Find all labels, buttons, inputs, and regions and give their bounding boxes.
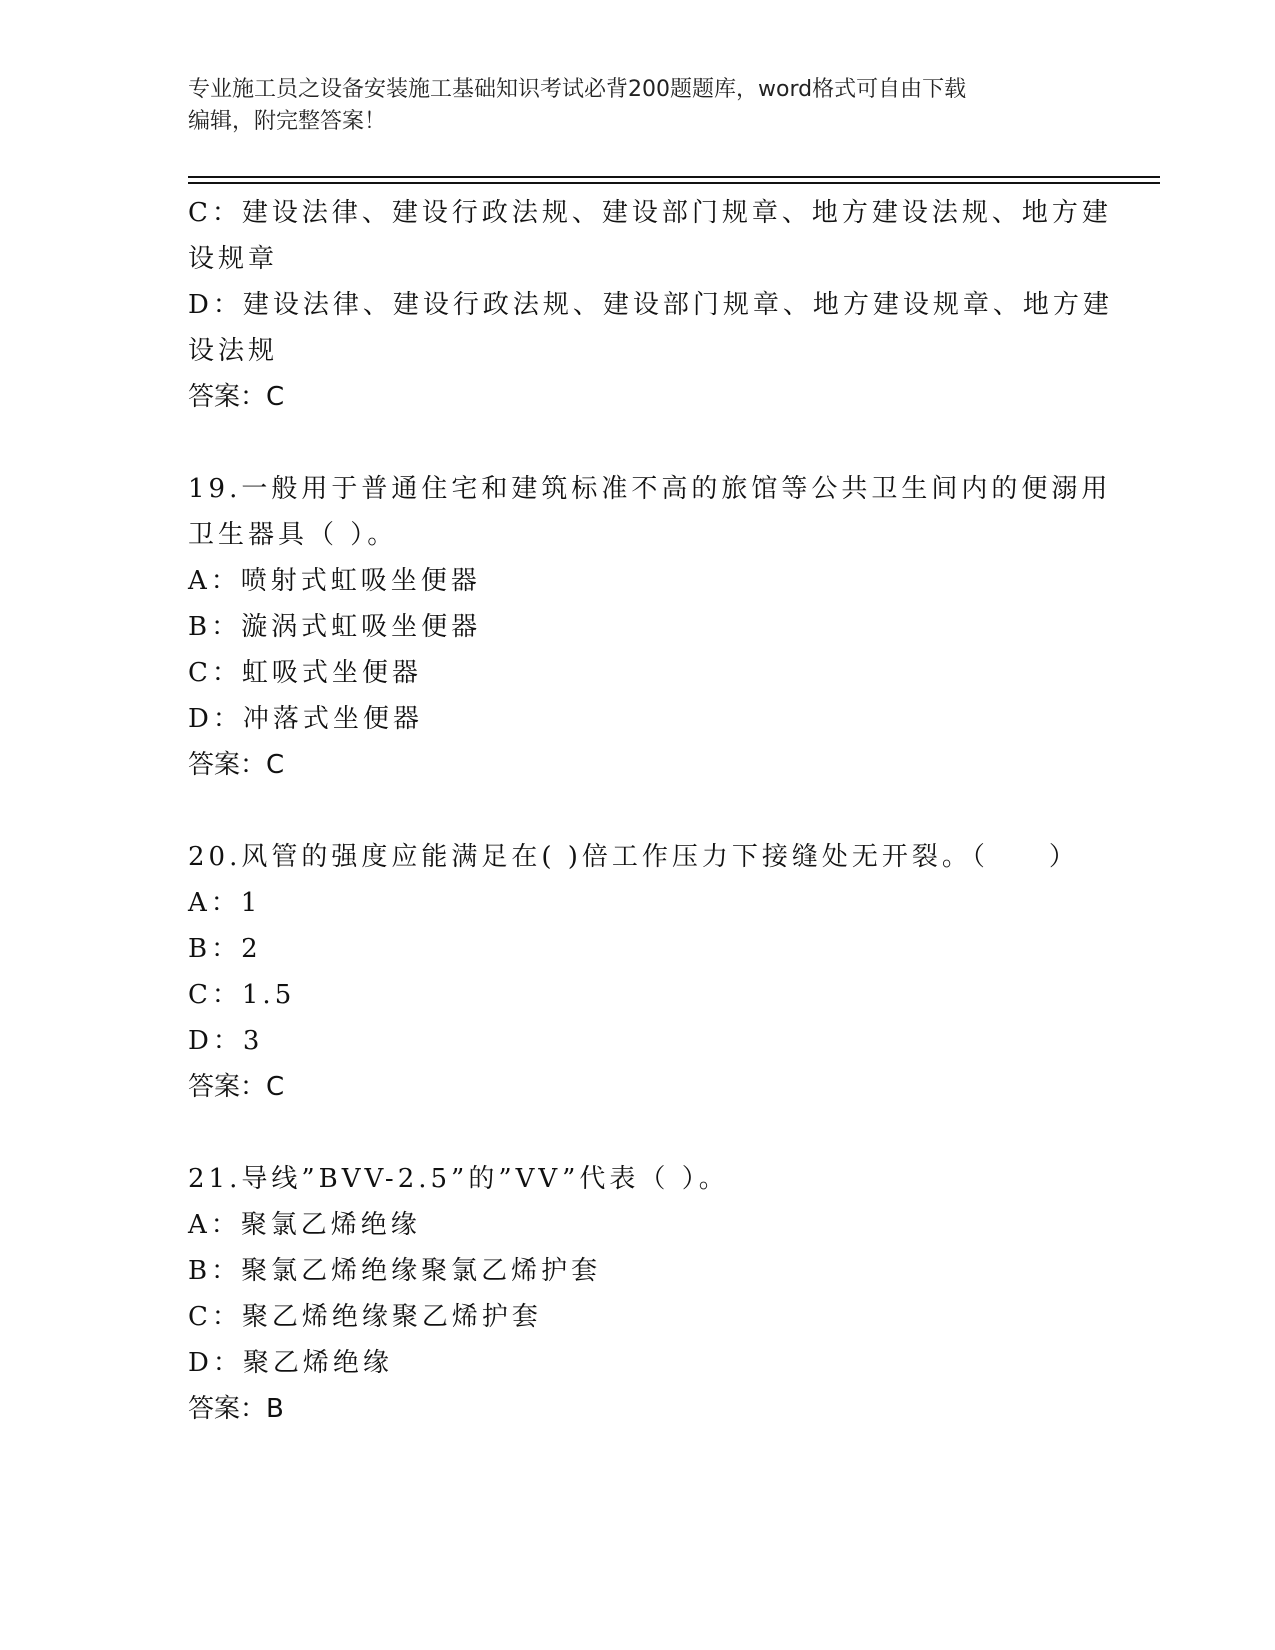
option-d: D：3 [188, 1026, 264, 1056]
document-page [188, 0, 1158, 1650]
option-b: B：聚氯乙烯绝缘聚氯乙烯护套 [188, 1256, 602, 1286]
question-20 [188, 834, 1088, 1110]
option-d-cont: 设法规 [188, 336, 279, 366]
option-c: C：聚乙烯绝缘聚乙烯护套 [188, 1302, 542, 1332]
option-c: C：1.5 [188, 980, 296, 1010]
option-d: D：聚乙烯绝缘 [188, 1348, 393, 1378]
option-b: B：2 [188, 934, 262, 964]
answer: 答案：C [188, 1072, 285, 1102]
question-stem-cont: 卫生器具（ ）。 [188, 520, 398, 550]
question-18-tail [188, 190, 1113, 420]
option-c: C：建设法律、建设行政法规、建设部门规章、地方建设法规、地方建 [188, 198, 1112, 228]
question-stem: 20.风管的强度应能满足在( )倍工作压力下接缝处无开裂。（ ） [188, 842, 1079, 872]
answer: 答案：C [188, 750, 285, 780]
question-body [188, 190, 1113, 1432]
option-b: B：漩涡式虹吸坐便器 [188, 612, 482, 642]
header-rule-top [188, 176, 1160, 178]
option-d: D：建设法律、建设行政法规、建设部门规章、地方建设规章、地方建 [188, 290, 1113, 320]
question-stem: 19.一般用于普通住宅和建筑标准不高的旅馆等公共卫生间内的便溺用 [188, 474, 1112, 504]
option-a: A：聚氯乙烯绝缘 [188, 1210, 421, 1240]
option-c: C：虹吸式坐便器 [188, 658, 422, 688]
answer: 答案：C [188, 382, 285, 412]
header-rule-bottom [188, 182, 1160, 184]
option-d: D：冲落式坐便器 [188, 704, 423, 734]
answer: 答案：B [188, 1394, 284, 1424]
option-c-cont: 设规章 [188, 244, 279, 274]
header-line-1: 专业施工员之设备安装施工基础知识考试必背200题题库，word格式可自由下载 [188, 77, 967, 102]
header-line-2: 编辑，附完整答案！ [188, 109, 387, 134]
question-stem: 21.导线”BVV-2.5”的”VV”代表（ ）。 [188, 1164, 729, 1194]
option-a: A：1 [188, 888, 262, 918]
question-21 [188, 1156, 1088, 1432]
question-19 [188, 466, 1112, 788]
document-header [188, 74, 1088, 138]
option-a: A：喷射式虹吸坐便器 [188, 566, 481, 596]
